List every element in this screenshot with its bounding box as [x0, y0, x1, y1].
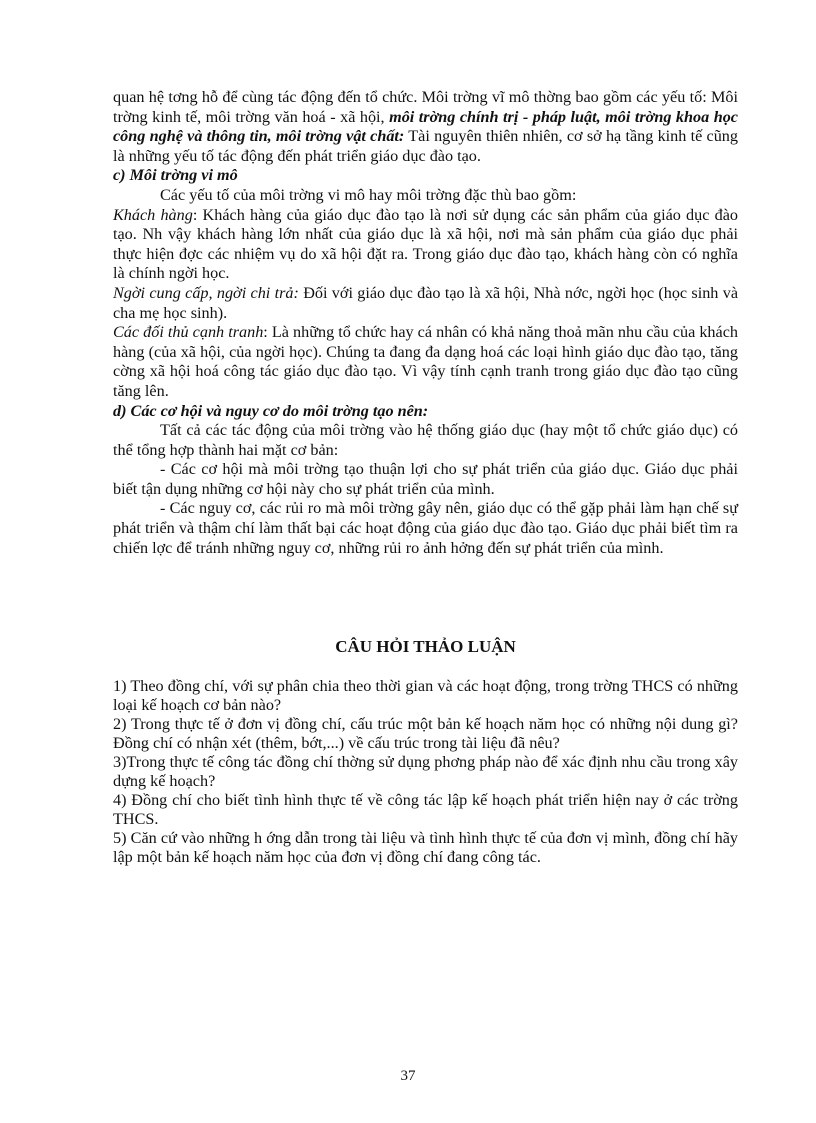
question-item: 5) Căn cứ vào những h ớng dẫn trong tài liệu và tình hình thực tế của đơn vị mình, đồng chí hãy lập một bản kế hoạch năm học của đơn vị đồng chí đang công tác.: [113, 829, 738, 866]
paragraph-threats: - Các nguy cơ, các rủi ro mà môi trờng gây nên, giáo dục có thể gặp phải làm hạn chế sự phát triển và thậm chí làm thất bại các hoạt động của giáo dục đào tạo. Giáo dục phải biết tìm ra chiến lợc để tránh những nguy cơ, những rủi ro ảnh hởng đến sự phát triển của mình.: [113, 499, 738, 557]
paragraph-environment-effects: Tất cả các tác động của môi trờng vào hệ thống giáo dục (hay một tổ chức giáo dục) có thể tổng hợp thành hai mặt cơ bản:: [113, 421, 738, 459]
paragraph-opportunities: - Các cơ hội mà môi trờng tạo thuận lợi cho sự phát triển của giáo dục. Giáo dục phải biết tận dụng những cơ hội này cho sự phát triển của mình.: [113, 460, 738, 498]
question-item: 4) Đồng chí cho biết tình hình thực tế về công tác lập kế hoạch phát triển hiện nay ở các trờng THCS.: [113, 791, 738, 828]
page-number: 37: [400, 1068, 416, 1084]
heading-opportunities-threats: d) Các cơ hội và nguy cơ do môi trờng tạo nên:: [113, 401, 429, 420]
emphasis-environments: môi trờng chính trị - pháp luật, môi trờng khoa học công nghệ và thông tin, môi trờng vật chất:: [113, 107, 738, 146]
paragraph-suppliers: Ngời cung cấp, ngời chi trả: Đối với giáo dục đào tạo là xã hội, Nhà nớc, ngời học (học sinh và cha mẹ học sinh).: [113, 283, 738, 322]
document-body: [113, 88, 738, 866]
paragraph-customers: Khách hàng: Khách hàng của giáo dục đào tạo là nơi sử dụng các sản phẩm của giáo dục đào tạo. Nh vậy khách hàng lớn nhất của giáo dục là xã hội, nơi mà sản phẩm của giáo dục phải thực hiện đợc các nhiệm vụ do xã hội đặt ra. Trong giáo dục đào tạo, khách hàng còn có nghĩa là chính ngời học.: [113, 205, 738, 283]
question-item: 2) Trong thực tế ở đơn vị đồng chí, cấu trúc một bản kế hoạch năm học có những nội dung gì? Đồng chí có nhận xét (thêm, bớt,...) về cấu trúc trong tài liệu đã nêu?: [113, 715, 738, 752]
question-item: 3)Trong thực tế công tác đồng chí thờng sử dụng phơng pháp nào để xác định nhu cầu trong xây dựng kế hoạch?: [113, 753, 738, 790]
discussion-questions-title: CÂU HỎI THẢO LUẬN: [335, 637, 516, 656]
paragraph-micro-intro: Các yếu tố của môi trờng vi mô hay môi trờng đặc thù bao gồm:: [160, 185, 577, 204]
question-item: 1) Theo đồng chí, với sự phân chia theo thời gian và các hoạt động, trong trờng THCS có những loại kế hoạch cơ bản nào?: [113, 677, 738, 714]
questions-list: [113, 677, 738, 867]
paragraph-competitors: Các đối thủ cạnh tranh: Là những tổ chức hay cá nhân có khả năng thoả mãn nhu cầu của khách hàng (của xã hội, của ngời học). Chúng ta đang đa dạng hoá các loại hình giáo dục đào tạo, tăng cờng xã hội hoá công tác giáo dục đào tạo. Vì vậy tính cạnh tranh trong giáo dục đào tạo cũng tăng lên.: [113, 323, 738, 400]
paragraph-macro-environment: quan hệ tơng hỗ để cùng tác động đến tổ chức. Môi trờng vĩ mô thờng bao gồm các yếu tố: Môi trờng kinh tế, môi trờng văn hoá - xã hội, môi trờng chính trị - pháp luật, môi trờng khoa học công nghệ và thông tin, môi trờng vật chất: Tài nguyên thiên nhiên, cơ sở hạ tầng kinh tế cũng là những yếu tố tác động đến phát triển giáo dục đào tạo.: [113, 88, 738, 165]
heading-micro-environment: c) Môi trờng vi mô: [113, 166, 238, 185]
